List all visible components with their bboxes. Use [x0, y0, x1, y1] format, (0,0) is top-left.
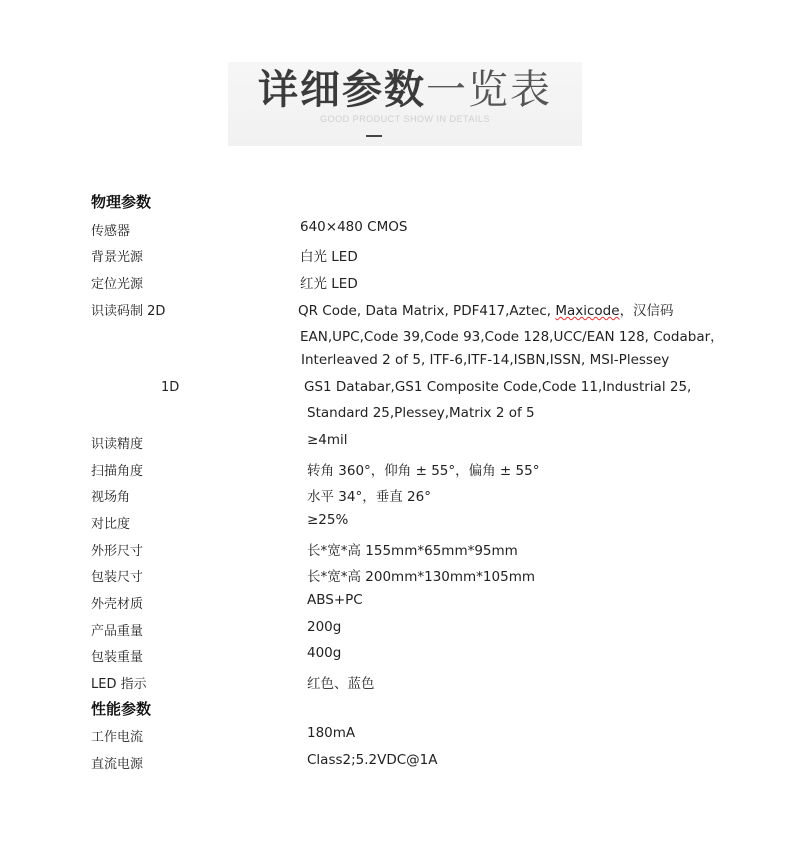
page-title-rest: 一览表 [426, 67, 552, 113]
spec-value-symbology-2d-line2: EAN,UPC,Code 39,Code 93,Code 128,UCC/EAN 128, Codabar， [300, 329, 724, 345]
spec-value-package-weight: 400g [307, 645, 342, 661]
spec-value-material: ABS+PC [307, 592, 363, 608]
spec-label-symbology-1d: 1D [161, 380, 180, 395]
spec-label-current: 工作电流 [91, 730, 144, 745]
section-heading-physical: 物理参数 [91, 193, 152, 211]
section-heading-performance: 性能参数 [91, 700, 152, 718]
spec-value-precision: ≥4mil [307, 432, 348, 448]
spec-label-scan-angle: 扫描角度 [91, 464, 144, 479]
spec-value-symbology-1d-line2: Standard 25,Plessey,Matrix 2 of 5 [307, 405, 535, 421]
spec-value-fov: 水平 34°，垂直 26° [307, 489, 431, 505]
spec-value-symbology-1d-line1: GS1 Databar,GS1 Composite Code,Code 11,Industrial 25, [304, 379, 692, 395]
spec-label-precision: 识读精度 [91, 437, 144, 452]
spec-label-package-size: 包装尺寸 [91, 570, 144, 585]
spec-label-sensor: 传感器 [91, 224, 131, 239]
spec-value-led: 红色、蓝色 [307, 676, 375, 692]
spec-label-symbology-2d: 识读码制 2D [91, 304, 166, 319]
spec-label-backlight: 背景光源 [91, 250, 144, 265]
spec-label-weight: 产品重量 [91, 624, 144, 639]
spec-label-material: 外壳材质 [91, 597, 144, 612]
symbology-2d-line1-suffix: ，汉信码 [619, 303, 674, 319]
spec-value-power: Class2;5.2VDC@1A [307, 752, 438, 768]
page-subtitle: GOOD PRODUCT SHOW IN DETAILS [320, 114, 490, 124]
spec-value-scan-angle: 转角 360°，仰角 ± 55°，偏角 ± 55° [307, 463, 540, 479]
spec-value-package-size: 长*宽*高 200mm*130mm*105mm [307, 569, 535, 585]
spec-value-symbology-2d-line3: Interleaved 2 of 5, ITF-6,ITF-14,ISBN,ISSN, MSI-Plessey [301, 352, 670, 368]
spec-label-led: LED 指示 [91, 677, 147, 692]
spec-label-contrast: 对比度 [91, 517, 131, 532]
page-title-bold: 详细参数 [258, 67, 426, 113]
spec-value-symbology-2d-line1 [298, 299, 674, 319]
spec-value-aimer: 红光 LED [300, 276, 358, 292]
spec-value-contrast: ≥25% [307, 512, 349, 528]
spec-value-current: 180mA [307, 725, 356, 741]
spec-value-backlight: 白光 LED [300, 249, 358, 265]
spec-value-dimensions: 长*宽*高 155mm*65mm*95mm [307, 543, 518, 559]
spec-value-weight: 200g [307, 619, 342, 635]
spec-value-sensor: 640×480 CMOS [300, 219, 408, 235]
spec-label-fov: 视场角 [91, 490, 131, 505]
symbology-2d-maxicode: Maxicode [555, 303, 620, 319]
header-banner [228, 62, 582, 146]
spec-label-dimensions: 外形尺寸 [91, 544, 144, 559]
spec-label-power: 直流电源 [91, 757, 144, 772]
page-title [228, 66, 582, 114]
spec-label-aimer: 定位光源 [91, 277, 144, 292]
symbology-2d-line1-text: QR Code, Data Matrix, PDF417,Aztec, [298, 303, 556, 319]
title-divider [366, 135, 382, 137]
spec-label-package-weight: 包装重量 [91, 650, 144, 665]
